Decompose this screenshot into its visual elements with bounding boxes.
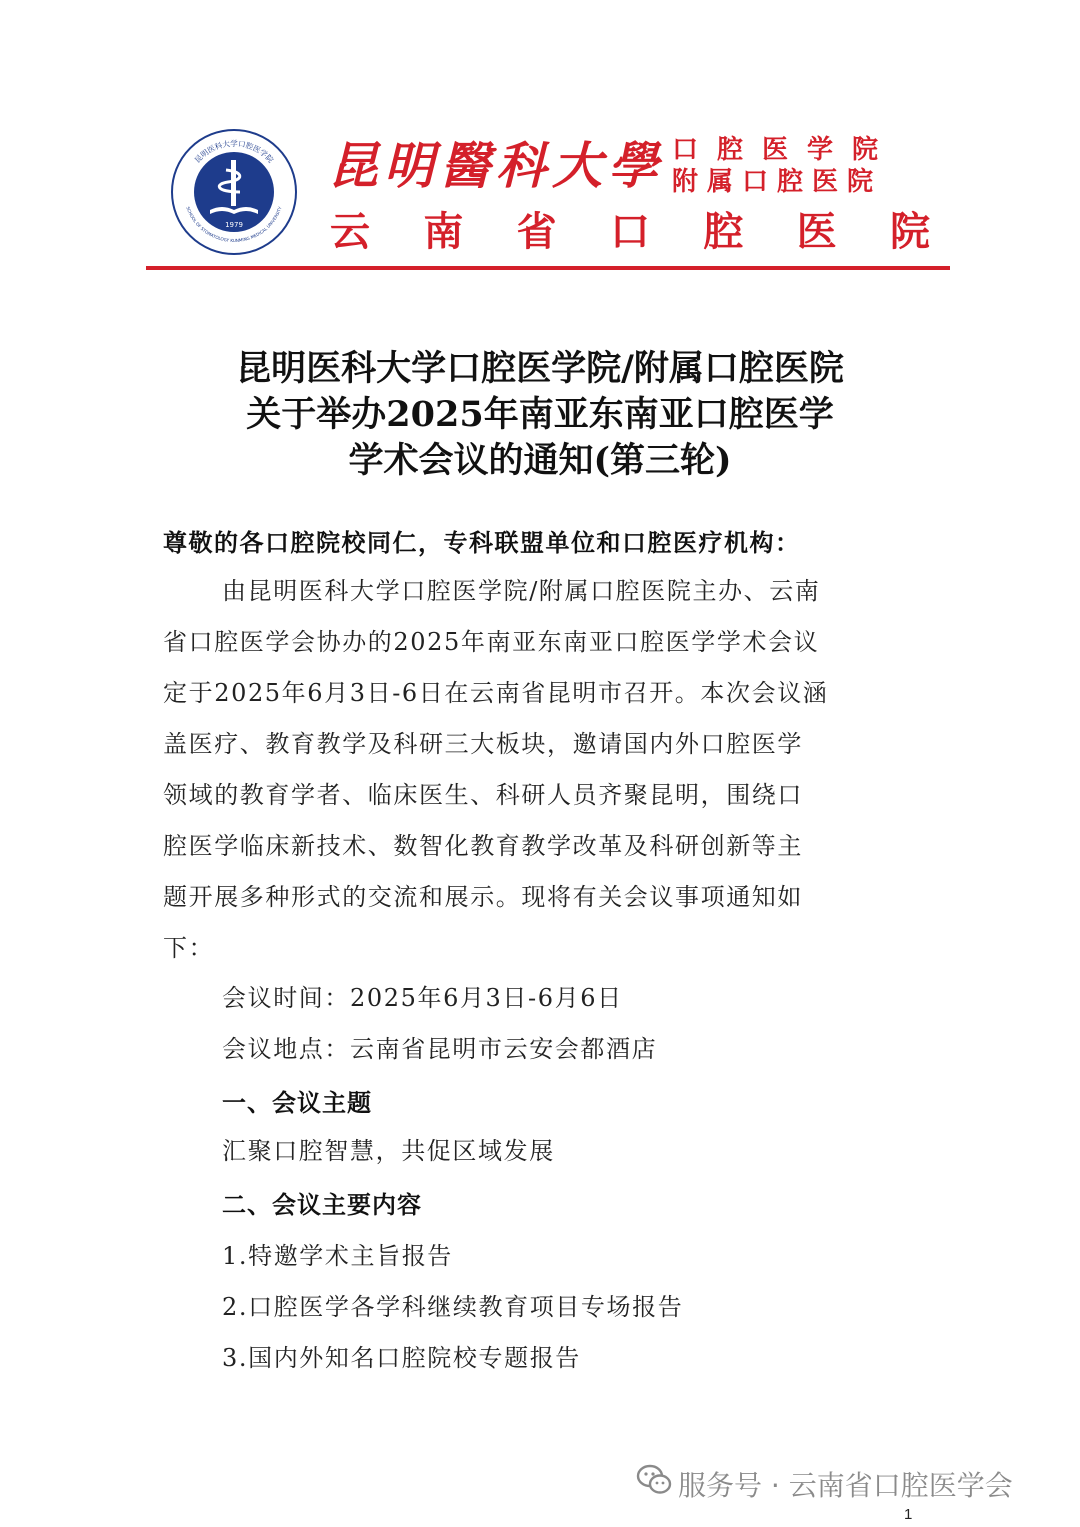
watermark: 服务号 · 云南省口腔医学会 — [678, 1469, 1013, 1502]
university-logo — [170, 128, 298, 256]
section-heading-theme: 一、会议主题 — [222, 1088, 372, 1117]
hospital-name-char: 医 — [796, 207, 837, 255]
list-item: 3.国内外知名口腔院校专题报告 — [222, 1344, 581, 1372]
hospital-name-char: 南 — [423, 207, 464, 255]
logo-year: 1979 — [225, 221, 243, 229]
section-text-theme: 汇聚口腔智慧，共促区域发展 — [222, 1137, 555, 1165]
list-item: 2.口腔医学各学科继续教育项目专场报告 — [222, 1293, 684, 1321]
list-item: 1.特邀学术主旨报告 — [222, 1242, 453, 1270]
logo-inner-text: 昆明医科大学口腔医学院 — [192, 139, 276, 165]
department-line-1: 口腔医学院 — [672, 135, 898, 165]
intro-line: 腔医学临床新技术、数智化教育教学改革及科研创新等主 — [163, 832, 803, 860]
section-heading-content: 二、会议主要内容 — [222, 1190, 422, 1219]
hospital-name — [330, 200, 930, 256]
hospital-name-char: 云 — [330, 207, 370, 255]
university-name: 昆明醫科大學 — [328, 136, 664, 195]
intro-line: 省口腔医学会协办的2025年南亚东南亚口腔医学学术会议 — [163, 628, 820, 656]
logo-outer-text: SCHOOL OF STOMATOLOGY KUNMING MEDICAL UNIVERSITY — [185, 205, 283, 244]
salutation: 尊敬的各口腔院校同仁，专科联盟单位和口腔医疗机构： — [163, 528, 801, 557]
intro-line: 盖医疗、教育教学及科研三大板块，邀请国内外口腔医学 — [163, 730, 803, 758]
hospital-name-char: 院 — [889, 207, 930, 255]
intro-line: 由昆明医科大学口腔医学院/附属口腔医院主办、云南 — [222, 577, 821, 605]
intro-line: 定于2025年6月3日-6日在云南省昆明市召开。本次会议涵 — [163, 679, 829, 707]
document-title-line-2: 关于举办2025年南亚东南亚口腔医学 — [246, 394, 834, 435]
letterhead-divider — [146, 266, 950, 270]
wechat-icon — [636, 1464, 672, 1496]
intro-line: 领域的教育学者、临床医生、科研人员齐聚昆明，围绕口 — [163, 781, 803, 809]
department-line-2: 附属口腔医院 — [672, 167, 883, 197]
hospital-name-char: 口 — [609, 207, 650, 255]
hospital-name-char: 省 — [516, 207, 557, 255]
hospital-name-char: 腔 — [703, 207, 744, 255]
intro-line: 题开展多种形式的交流和展示。现将有关会议事项通知如 — [163, 883, 803, 911]
page-number: 1 — [904, 1506, 913, 1523]
document-title-line-3: 学术会议的通知(第三轮) — [348, 440, 732, 481]
document-title-line-1: 昆明医科大学口腔医学院/附属口腔医院 — [236, 348, 844, 389]
intro-line: 下： — [163, 934, 215, 962]
meeting-time: 会议时间：2025年6月3日-6月6日 — [222, 984, 623, 1012]
meeting-place: 会议地点：云南省昆明市云安会都酒店 — [222, 1035, 658, 1063]
